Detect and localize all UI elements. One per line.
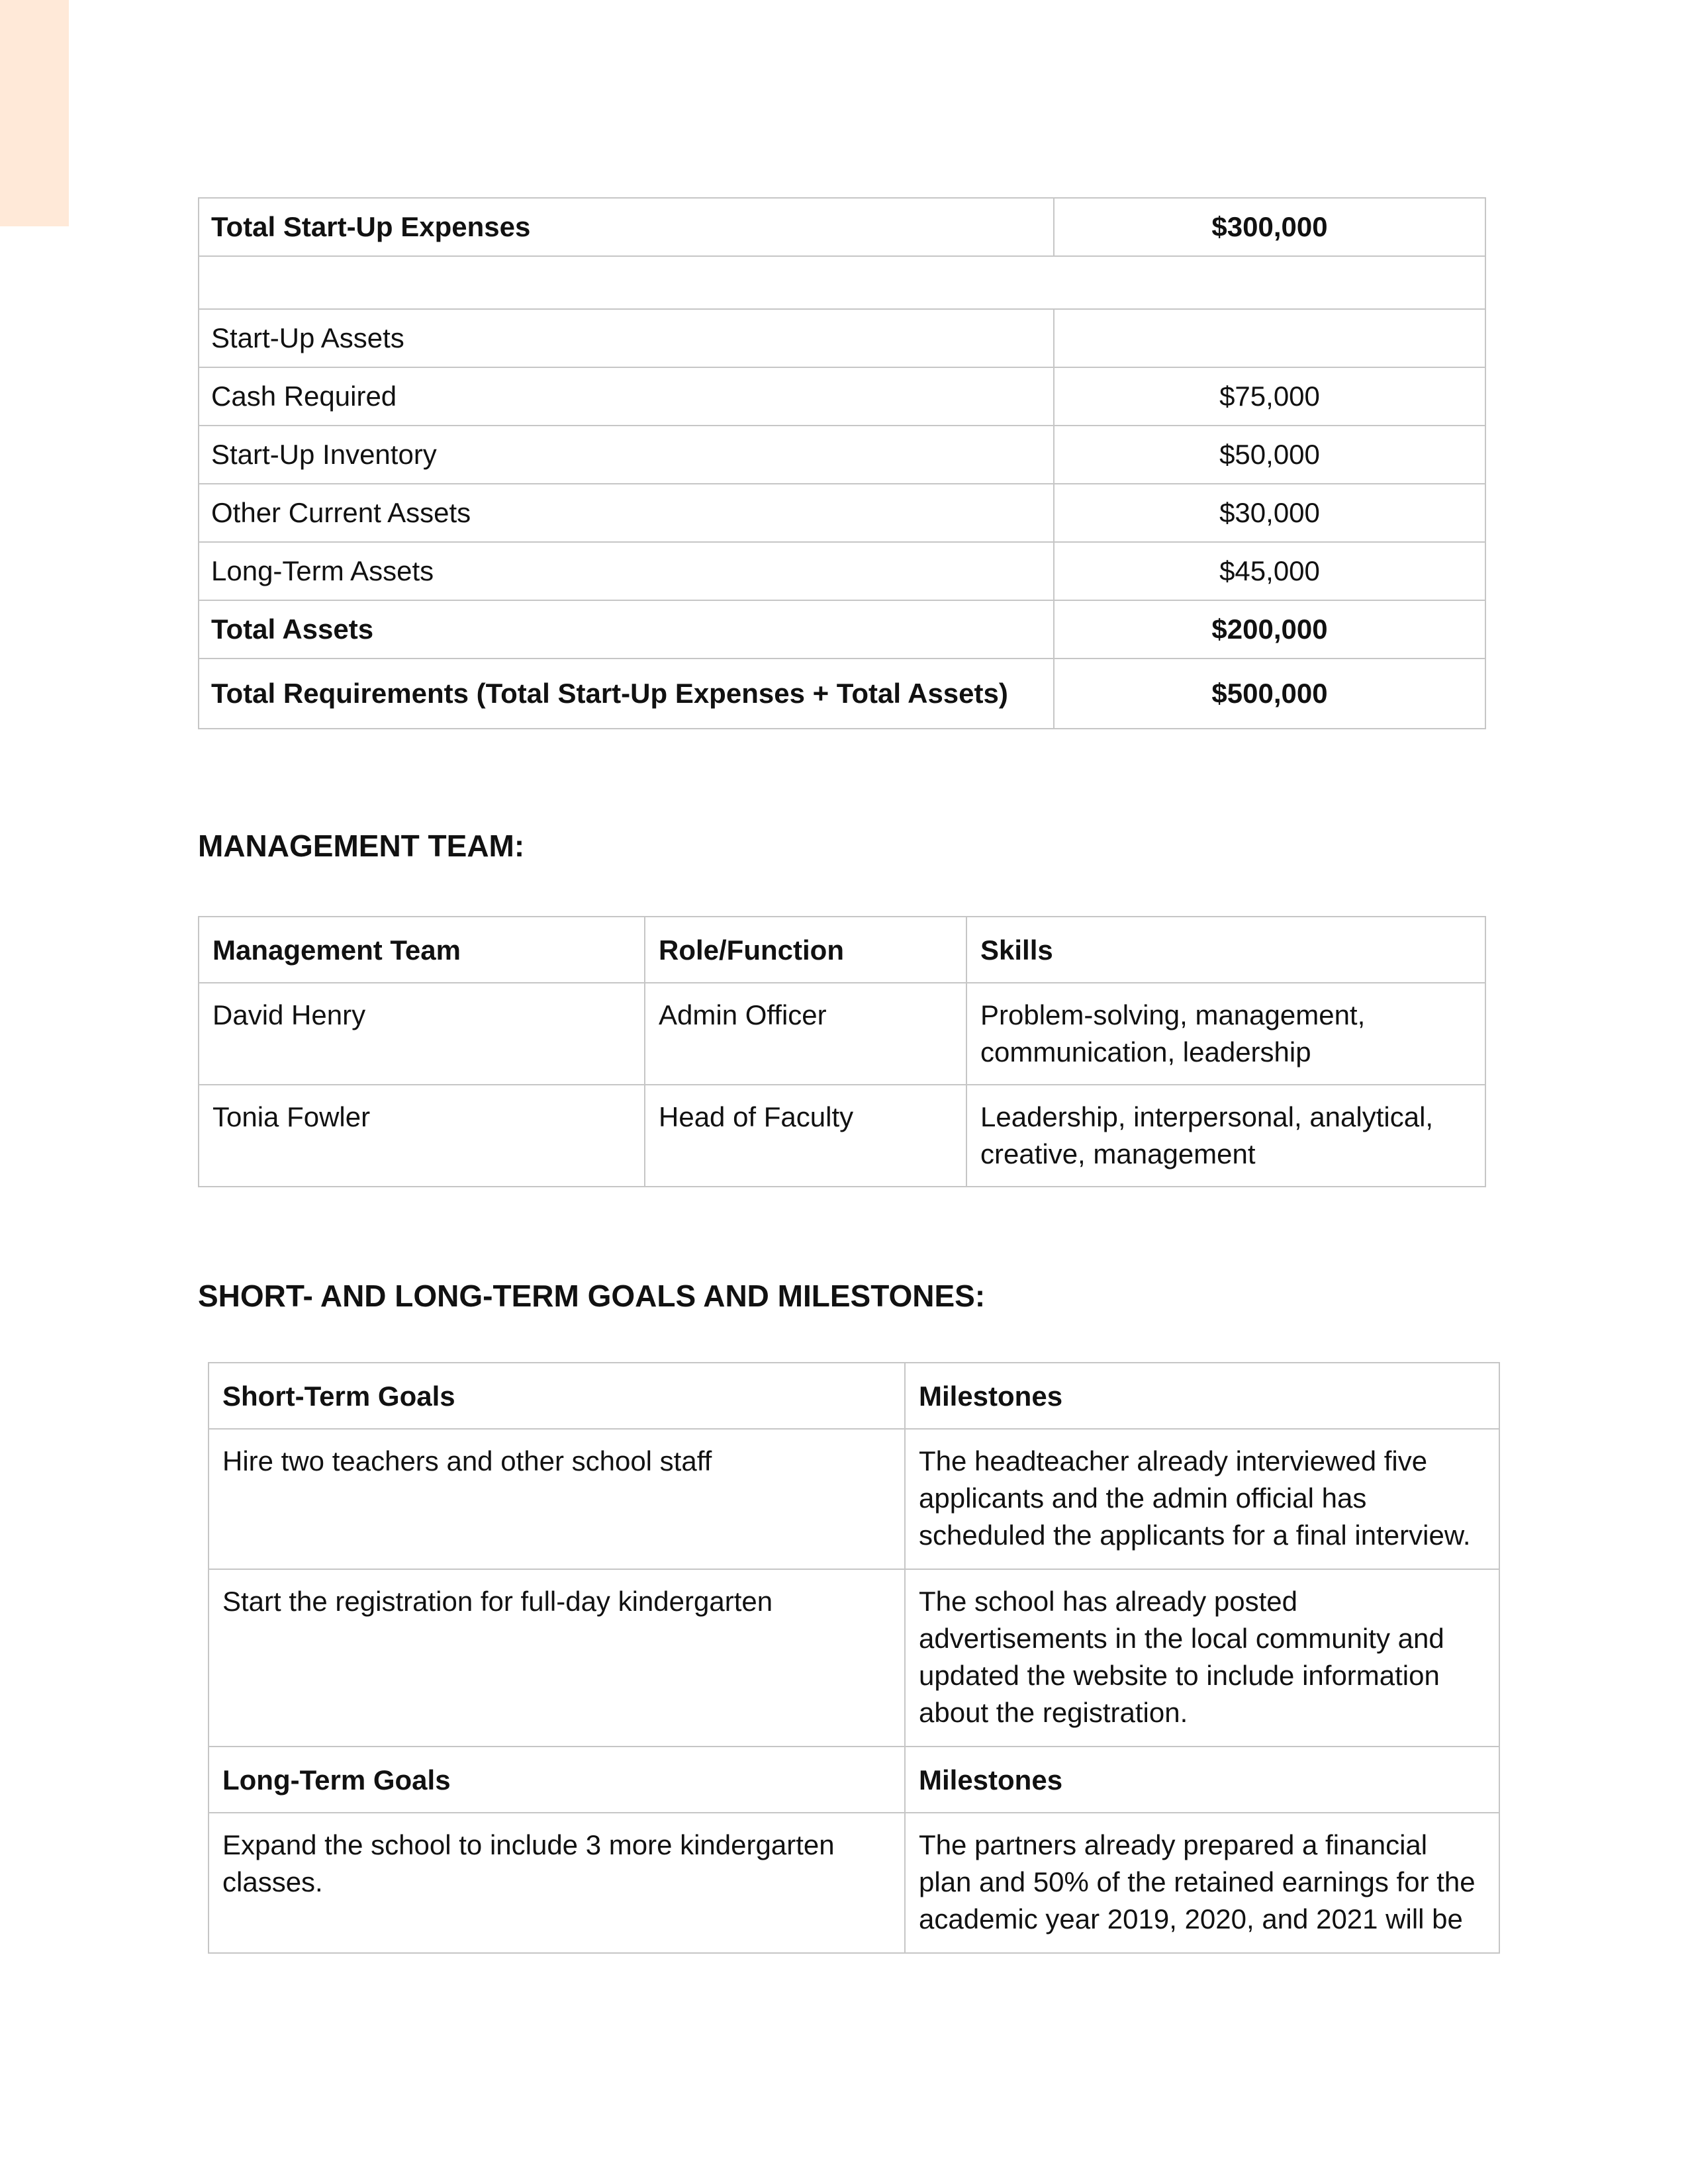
asset-label: Other Current Assets: [199, 484, 1054, 542]
asset-value: $45,000: [1054, 542, 1485, 600]
table-row: [199, 367, 1485, 426]
goal-text: Expand the school to include 3 more kindergarten classes.: [209, 1813, 905, 1953]
goals-milestones-table: [208, 1362, 1500, 1954]
table-row: [199, 983, 1485, 1085]
table-row: [199, 542, 1485, 600]
milestones-header: Milestones: [905, 1747, 1499, 1813]
asset-value: $75,000: [1054, 367, 1485, 426]
financial-summary-table: [198, 197, 1486, 729]
short-term-goals-header: Short-Term Goals: [209, 1363, 905, 1429]
milestone-text: The partners already prepared a financial plan and 50% of the retained earnings for the academic year 2019, 2020, and 2021 will be: [905, 1813, 1499, 1953]
asset-label: Start-Up Inventory: [199, 426, 1054, 484]
table-row: [209, 1569, 1499, 1747]
asset-label: Cash Required: [199, 367, 1054, 426]
management-team-table: [198, 916, 1486, 1187]
long-term-goals-header: Long-Term Goals: [209, 1747, 905, 1813]
asset-value: $30,000: [1054, 484, 1485, 542]
table-row: [199, 484, 1485, 542]
table-row: [209, 1429, 1499, 1569]
table-row: [199, 600, 1485, 659]
member-skills: Leadership, interpersonal, analytical, creative, management: [966, 1085, 1485, 1187]
milestones-header: Milestones: [905, 1363, 1499, 1429]
table-row: [199, 309, 1485, 367]
total-startup-expenses-value: $300,000: [1054, 198, 1485, 256]
table-row: [199, 426, 1485, 484]
total-requirements-value: $500,000: [1054, 659, 1485, 729]
column-header: Skills: [966, 917, 1485, 983]
table-row-blank: [199, 256, 1485, 309]
total-startup-expenses-label: Total Start-Up Expenses: [199, 198, 1054, 256]
member-name: David Henry: [199, 983, 645, 1085]
total-requirements-label: Total Requirements (Total Start-Up Expenses + Total Assets): [199, 659, 1054, 729]
total-assets-value: $200,000: [1054, 600, 1485, 659]
table-header-row: [209, 1363, 1499, 1429]
member-skills: Problem-solving, management, communication, leadership: [966, 983, 1485, 1085]
milestone-text: The headteacher already interviewed five applicants and the admin official has scheduled the applicants for a final interview.: [905, 1429, 1499, 1569]
asset-label: Long-Term Assets: [199, 542, 1054, 600]
total-assets-label: Total Assets: [199, 600, 1054, 659]
goal-text: Start the registration for full-day kindergarten: [209, 1569, 905, 1747]
startup-assets-label: Start-Up Assets: [199, 309, 1054, 367]
milestone-text: The school has already posted advertisements in the local community and updated the website to include information about the registration.: [905, 1569, 1499, 1747]
column-header: Management Team: [199, 917, 645, 983]
asset-value: $50,000: [1054, 426, 1485, 484]
table-header-row: [209, 1747, 1499, 1813]
goal-text: Hire two teachers and other school staff: [209, 1429, 905, 1569]
goals-milestones-heading: SHORT- AND LONG-TERM GOALS AND MILESTONES:: [198, 1279, 986, 1313]
member-role: Admin Officer: [645, 983, 966, 1085]
member-role: Head of Faculty: [645, 1085, 966, 1187]
table-row: [199, 198, 1485, 256]
member-name: Tonia Fowler: [199, 1085, 645, 1187]
corner-accent: [0, 0, 69, 226]
column-header: Role/Function: [645, 917, 966, 983]
table-row: [199, 659, 1485, 729]
management-team-heading: MANAGEMENT TEAM:: [198, 829, 525, 863]
table-row: [199, 1085, 1485, 1187]
table-row: [209, 1813, 1499, 1953]
table-header-row: [199, 917, 1485, 983]
